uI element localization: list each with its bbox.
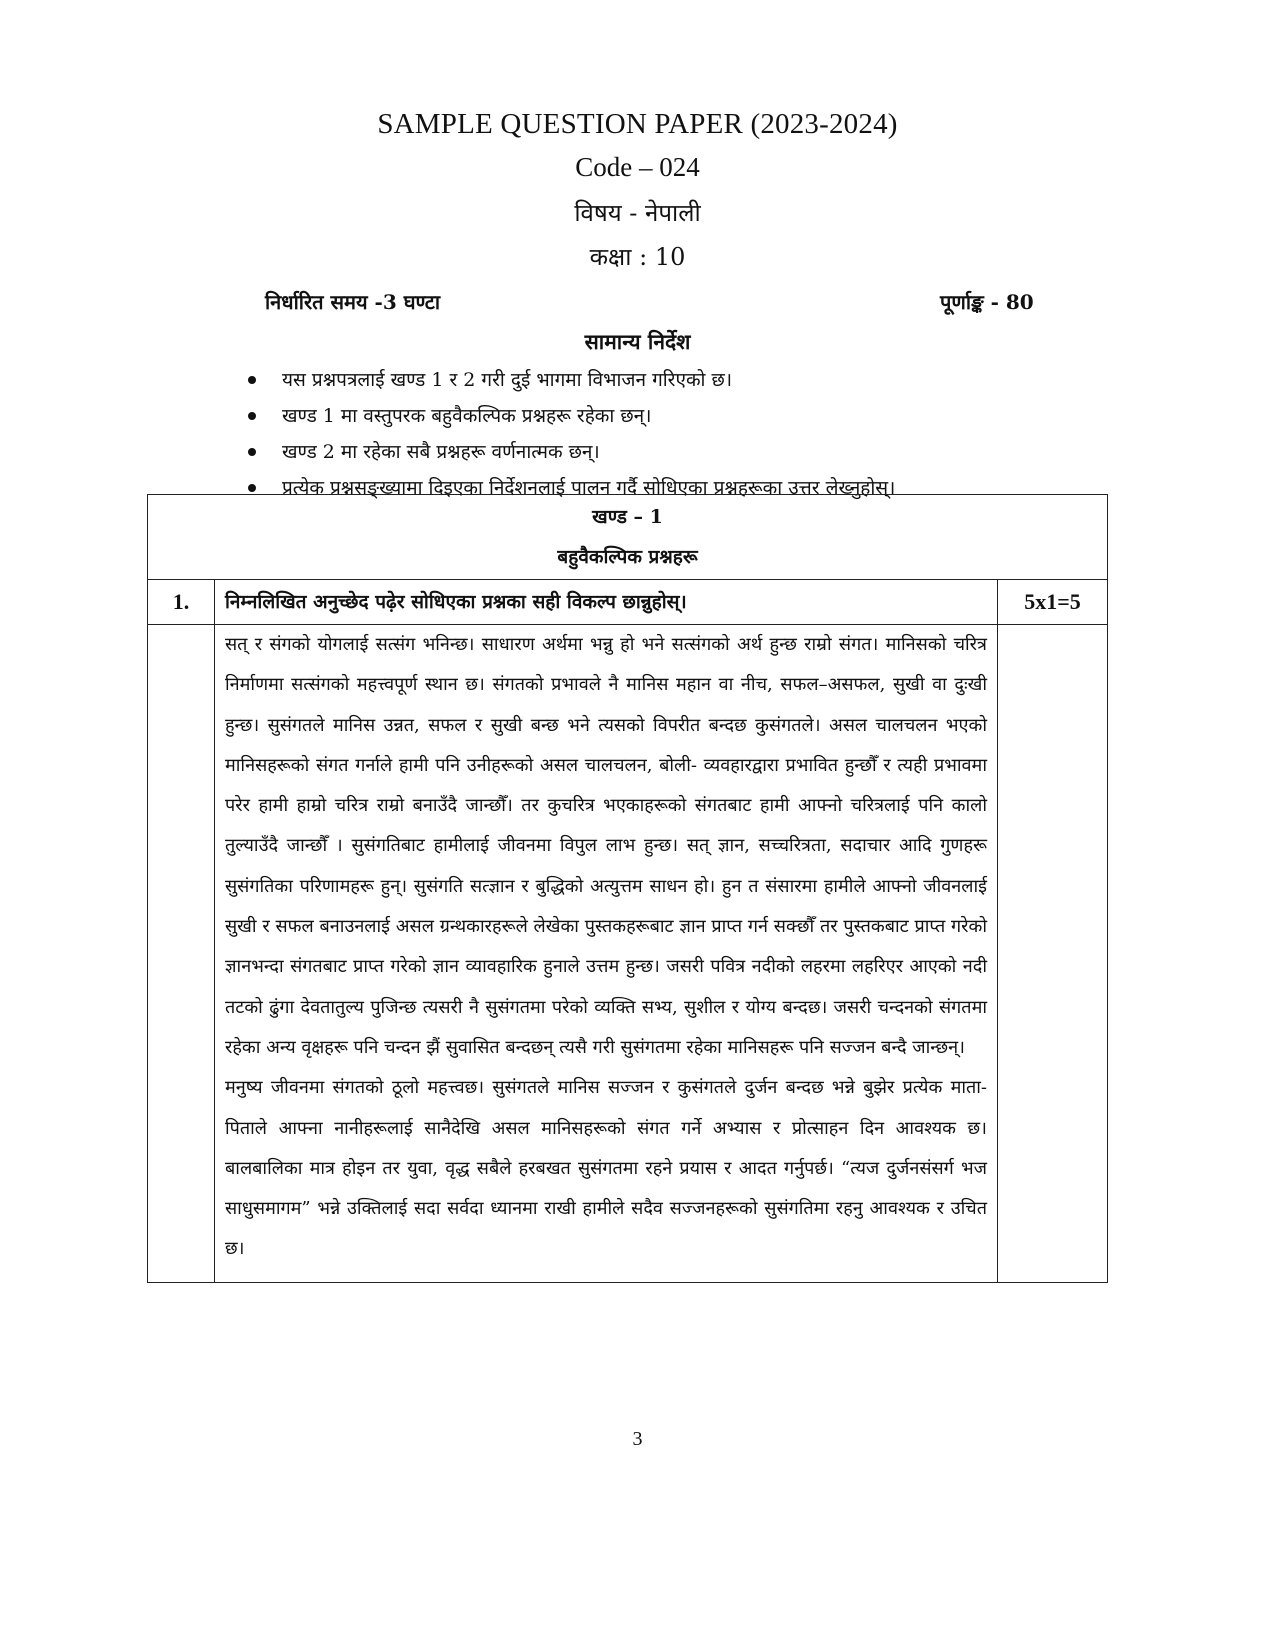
subject-name: विषय - नेपाली: [574, 199, 701, 227]
page-number: 3: [632, 1428, 643, 1450]
instructions-heading: सामान्य निर्देश: [584, 329, 691, 354]
passage-paragraph: मनुष्य जीवनमा संगतको ठूलो महत्त्वछ। सुसंगतले मानिस सज्जन र कुसंगतले दुर्जन बन्दछ भन्ने बुझेर प्रत्येक माता-पिताले आफ्ना नानीहरूलाई सानैदेखि असल मानिसहरूको संगत गर्ने अभ्यास र प्रोत्साहन दिन आवश्यक छ। बालबालिका मात्र होइन तर युवा, वृद्ध सबैले हरबखत सुसंगतमा रहने प्रयास र आदत गर्नुपर्छ। “त्यज दुर्जनसंसर्ग भज साधुसमागम” भन्ने उक्तिलाई सदा सर्वदा ध्यानमा राखी हामीले सदैव सज्जनहरूको सुसंगतिमा रहनु आवश्यक र उचित छ।: [225, 1077, 987, 1260]
instruction-item: [240, 434, 895, 470]
passage: [215, 625, 998, 1283]
full-marks: पूर्णाङ्क - 80: [940, 290, 1034, 314]
instruction-item: [240, 362, 895, 398]
instruction-text: खण्ड 1 मा वस्तुपरक बहुवैकल्पिक प्रश्नहरू रहेका छन्।: [282, 405, 652, 427]
question-marks: 5x1=5: [998, 580, 1108, 625]
paper-title: SAMPLE QUESTION PAPER (2023-2024): [377, 108, 898, 140]
question-number: 1.: [148, 580, 215, 625]
section-header: [148, 495, 1108, 580]
time-allowed: निर्धारित समय -3 घण्टा: [265, 290, 441, 314]
question-table: [147, 494, 1108, 1283]
bullet-icon: [248, 376, 256, 384]
bullet-icon: [248, 484, 256, 492]
instruction-text: यस प्रश्नपत्रलाई खण्ड 1 र 2 गरी दुई भागमा विभाजन गरिएको छ।: [282, 369, 733, 391]
instruction-item: [240, 398, 895, 434]
section-header-row: [148, 495, 1108, 580]
empty-number-cell: [148, 625, 215, 1283]
empty-marks-cell: [998, 625, 1108, 1283]
instruction-text: खण्ड 2 मा रहेका सबै प्रश्नहरू वर्णनात्मक छन्।: [282, 441, 600, 463]
instruction-text: प्रत्येक प्रश्नसङ्ख्यामा दिइएका निर्देशनलाई पालन गर्दै सोधिएका प्रश्नहरूका उत्तर लेख्नुहोस्।: [282, 477, 896, 499]
question-row: [148, 580, 1108, 625]
instructions-list: [240, 362, 895, 506]
subject-code: Code – 024: [575, 152, 700, 182]
bullet-icon: [248, 448, 256, 456]
section-title: खण्ड – 1: [592, 506, 663, 528]
bullet-icon: [248, 412, 256, 420]
passage-paragraph: सत् र संगको योगलाई सत्संग भनिन्छ। साधारण अर्थमा भन्नु हो भने सत्संगको अर्थ हुन्छ राम्रो संगत। मानिसको चरित्र निर्माणमा सत्संगको महत्त्वपूर्ण स्थान छ। संगतको प्रभावले नै मानिस महान वा नीच, सफल–असफल, सुखी वा दुःखी हुन्छ। सुसंगतले मानिस उन्नत, सफल र सुखी बन्छ भने त्यसको विपरीत बन्दछ कुसंगतले। असल चालचलन भएको मानिसहरूको संगत गर्नाले हामी पनि उनीहरूको असल चालचलन, बोली- व्यवहारद्वारा प्रभावित हुन्छौँ र त्यही प्रभावमा परेर हामी हाम्रो चरित्र राम्रो बनाउँदै जान्छौँ। तर कुचरित्र भएकाहरूको संगतबाट हामी आफ्नो चरित्रलाई पनि कालो तुल्याउँदै जान्छौँ । सुसंगतिबाट हामीलाई जीवनमा विपुल लाभ हुन्छ। सत् ज्ञान, सच्चरित्रता, सदाचार आदि गुणहरू सुसंगतिका परिणामहरू हुन्। सुसंगति सत्ज्ञान र बुद्धिको अत्युत्तम साधन हो। हुन त संसारमा हामीले आफ्नो जीवनलाई सुखी र सफल बनाउनलाई असल ग्रन्थकारहरूले लेखेका पुस्तकहरूबाट ज्ञान प्राप्त गर्न सक्छौँ तर पुस्तकबाट प्राप्त गरेको ज्ञानभन्दा संगतबाट प्राप्त गरेको ज्ञान व्यावहारिक हुनाले उत्तम हुन्छ। जसरी पवित्र नदीको लहरमा लहरिएर आएको नदी तटको ढुंगा देवतातुल्य पुजिन्छ त्यसरी नै सुसंगतमा परेको व्यक्ति सभ्य, सुशील र योग्य बन्दछ। जसरी चन्दनको संगतमा रहेका अन्य वृक्षहरू पनि चन्दन झैं सुवासित बन्दछन् त्यसै गरी सुसंगतमा रहेका मानिसहरू पनि सज्जन बन्दै जान्छन्।: [225, 634, 987, 1058]
section-subtitle: बहुवैकल्पिक प्रश्नहरू: [557, 546, 698, 568]
question-instruction: निम्नलिखित अनुच्छेद पढ़ेर सोधिएका प्रश्नका सही विकल्प छान्नुहोस्।: [215, 580, 998, 625]
class-level: कक्षा : 10: [589, 243, 686, 271]
passage-row: [148, 625, 1108, 1283]
